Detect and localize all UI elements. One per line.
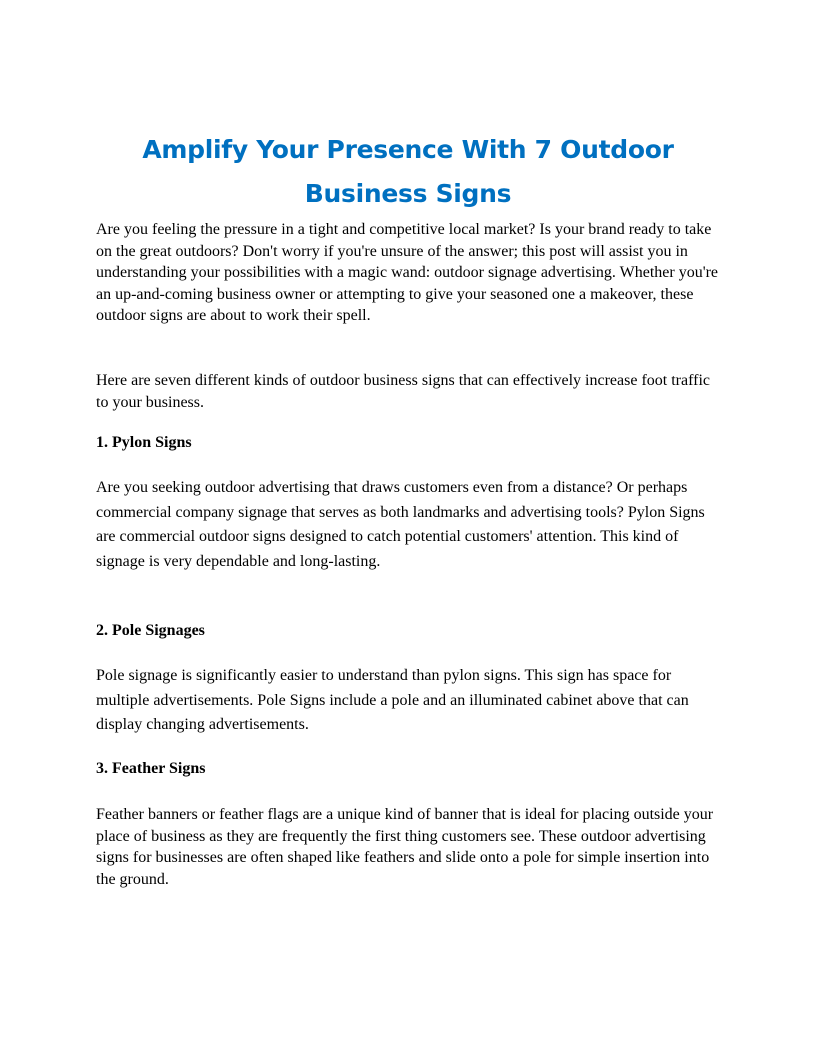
intro-paragraph: Are you feeling the pressure in a tight and competitive local market? Is your brand ready to take on the great outdoors? Don't worry if you're unsure of the answer; this post will assist you in understanding your possibilities with a magic wand: outdoor signage advertising. Whether you're an up-and-coming business owner or attempting to give your seasoned one a makeover, these outdoor signs are about to work their spell. (96, 221, 719, 324)
section-body-pylon-signs: Are you seeking outdoor advertising that draws customers even from a distance? Or perhaps commercial company signage that serves as both landmarks and advertising tools? Pylon Signs are commercial outdoor signs designed to catch potential customers' attention. This kind of signage is very dependable and long-lasting. (96, 479, 705, 570)
section-body-pole-signages: Pole signage is significantly easier to understand than pylon signs. This sign has space for multiple advertisements. Pole Signs include a pole and an illuminated cabinet above that can display changing advertisements. (96, 667, 689, 733)
section-heading-feather-signs: 3. Feather Signs (96, 760, 206, 777)
section-body-feather-signs: Feather banners or feather flags are a unique kind of banner that is ideal for placing outside your place of business as they are frequently the first thing customers see. These outdoor advertising signs for businesses are often shaped like feathers and slide onto a pole for simple insertion into the ground. (96, 806, 714, 888)
overview-paragraph: Here are seven different kinds of outdoor business signs that can effectively increase foot traffic to your business. (96, 372, 711, 411)
section-heading-pylon-signs: 1. Pylon Signs (96, 434, 192, 451)
page-title: Amplify Your Presence With 7 Outdoor Business Signs (142, 135, 674, 208)
section-heading-pole-signages: 2. Pole Signages (96, 622, 205, 639)
